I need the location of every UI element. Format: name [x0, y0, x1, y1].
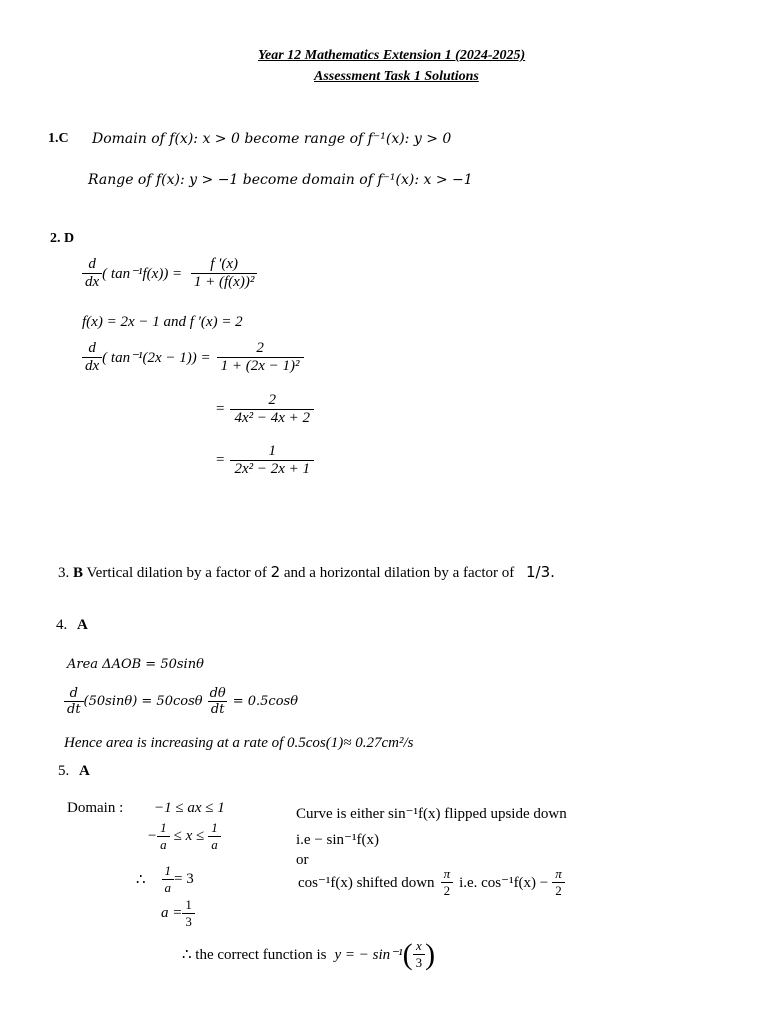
q5-one-a: 1 — [160, 820, 167, 835]
document-subtitle: Assessment Task 1 Solutions — [314, 69, 479, 84]
q5-a-c: a — [162, 879, 175, 896]
q5-a-a: a — [157, 836, 170, 853]
q2-num3: 2 — [268, 392, 276, 408]
q2-den1: 1 + (f(x))² — [191, 273, 257, 291]
q5-final — [182, 938, 435, 971]
q5-pi-b: π — [555, 866, 562, 881]
q2-step4 — [216, 443, 314, 478]
q5-curve-line: Curve is either sin⁻¹f(x) flipped upside down — [296, 806, 567, 822]
q1-line1: Domain of f(x): x > 0 become range of f⁻¹(x): y > 0 — [92, 131, 452, 147]
q5-cos-b: i.e. cos⁻¹f(x) − — [459, 875, 549, 891]
q5-three: 3 — [182, 913, 195, 930]
q2-eq3: = — [216, 401, 225, 417]
q5-final-b: y = − sin⁻¹ — [334, 947, 403, 963]
q1-label: 1.C — [48, 131, 69, 146]
q5-pi-a: π — [443, 866, 451, 881]
q5-number: 5. — [58, 763, 70, 779]
q5-cos-a: cos⁻¹f(x) shifted down — [298, 875, 435, 891]
q5-letter: A — [79, 763, 90, 779]
q3-answer — [58, 563, 555, 582]
q4-area: Area ΔAOB = 50sinθ — [67, 657, 204, 672]
document-title: Year 12 Mathematics Extension 1 (2024-2025) — [258, 48, 526, 63]
q2-given: f(x) = 2x − 1 and f ′(x) = 2 — [82, 314, 243, 330]
q5-one-c: 1 — [164, 863, 172, 878]
q2-d: d — [88, 256, 96, 272]
q2-d-2: d — [88, 340, 96, 356]
q5-x: x — [415, 938, 422, 953]
q2-lhs1: ( tan⁻¹f(x)) = — [102, 266, 183, 282]
q2-step3 — [216, 392, 314, 427]
q5-label — [58, 763, 90, 780]
q2-derivative-formula — [82, 256, 260, 291]
q2-den3: 4x² − 4x + 2 — [230, 409, 314, 427]
q2-lhs2: ( tan⁻¹(2x − 1)) = — [102, 350, 211, 366]
q5-or: or — [296, 852, 309, 868]
q5-domain-label: Domain : — [67, 800, 124, 816]
q5-eq3: = 3 — [174, 871, 194, 887]
q3-text-a: Vertical dilation by a factor of — [83, 565, 271, 581]
q4-number: 4. — [56, 617, 68, 633]
q4-dtheta: dθ — [209, 686, 226, 701]
q4-lhs: (50sinθ) = 50cosθ — [83, 694, 203, 709]
q5-a-eq: a = — [161, 905, 183, 921]
q2-eq4: = — [216, 452, 225, 468]
q5-two-a: 2 — [441, 882, 454, 899]
q2-num4: 1 — [268, 443, 276, 459]
q2-applied — [82, 340, 304, 375]
q3-letter: B — [73, 565, 84, 581]
q2-den2: 1 + (2x − 1)² — [217, 357, 304, 375]
q5-x-range — [147, 820, 221, 853]
q5-final-a: ∴ the correct function is — [182, 947, 327, 963]
q5-paren-open: ( — [402, 937, 413, 971]
q5-a-b: a — [208, 836, 221, 853]
q4-label — [56, 617, 88, 634]
q5-paren-close: ) — [425, 937, 436, 971]
q5-therefore-line — [136, 863, 194, 896]
q2-num2: 2 — [256, 340, 264, 356]
q5-minus: − — [147, 828, 158, 844]
q5-ie-line: i.e − sin⁻¹f(x) — [296, 832, 379, 848]
q4-dt: dt — [64, 701, 84, 717]
q3-number: 3. — [58, 565, 70, 581]
q4-conclusion: Hence area is increasing at a rate of 0.5cos(1)≈ 0.27cm²/s — [64, 735, 414, 751]
q2-den4: 2x² − 2x + 1 — [230, 460, 314, 478]
q3-val-a: 2 — [270, 563, 281, 581]
q3-text-b: and a horizontal dilation by a factor of — [280, 565, 518, 581]
q2-dx-2: dx — [82, 357, 102, 375]
q2-dx: dx — [82, 273, 102, 291]
q4-rate — [64, 686, 298, 717]
q2-num1: f ′(x) — [210, 256, 239, 272]
q4-dt-2: dt — [208, 701, 228, 717]
q5-one-b: 1 — [211, 820, 218, 835]
q5-therefore: ∴ — [136, 872, 146, 888]
q5-three-b: 3 — [413, 954, 426, 971]
q5-a-value — [161, 897, 195, 930]
q4-rhs: = 0.5cosθ — [232, 694, 299, 709]
q1-line2: Range of f(x): y > −1 become domain of f⁻¹(x): x > −1 — [88, 172, 473, 188]
q5-one-d: 1 — [185, 897, 192, 912]
q5-le: ≤ x ≤ — [173, 828, 205, 844]
q2-label: 2. D — [50, 231, 75, 246]
q5-cos-line — [298, 866, 565, 899]
q4-letter: A — [77, 617, 88, 633]
q5-domain-ineq: −1 ≤ ax ≤ 1 — [154, 800, 225, 816]
q3-val-b: 1/3. — [525, 563, 555, 581]
q5-two-b: 2 — [552, 882, 565, 899]
q4-d: d — [69, 686, 78, 701]
